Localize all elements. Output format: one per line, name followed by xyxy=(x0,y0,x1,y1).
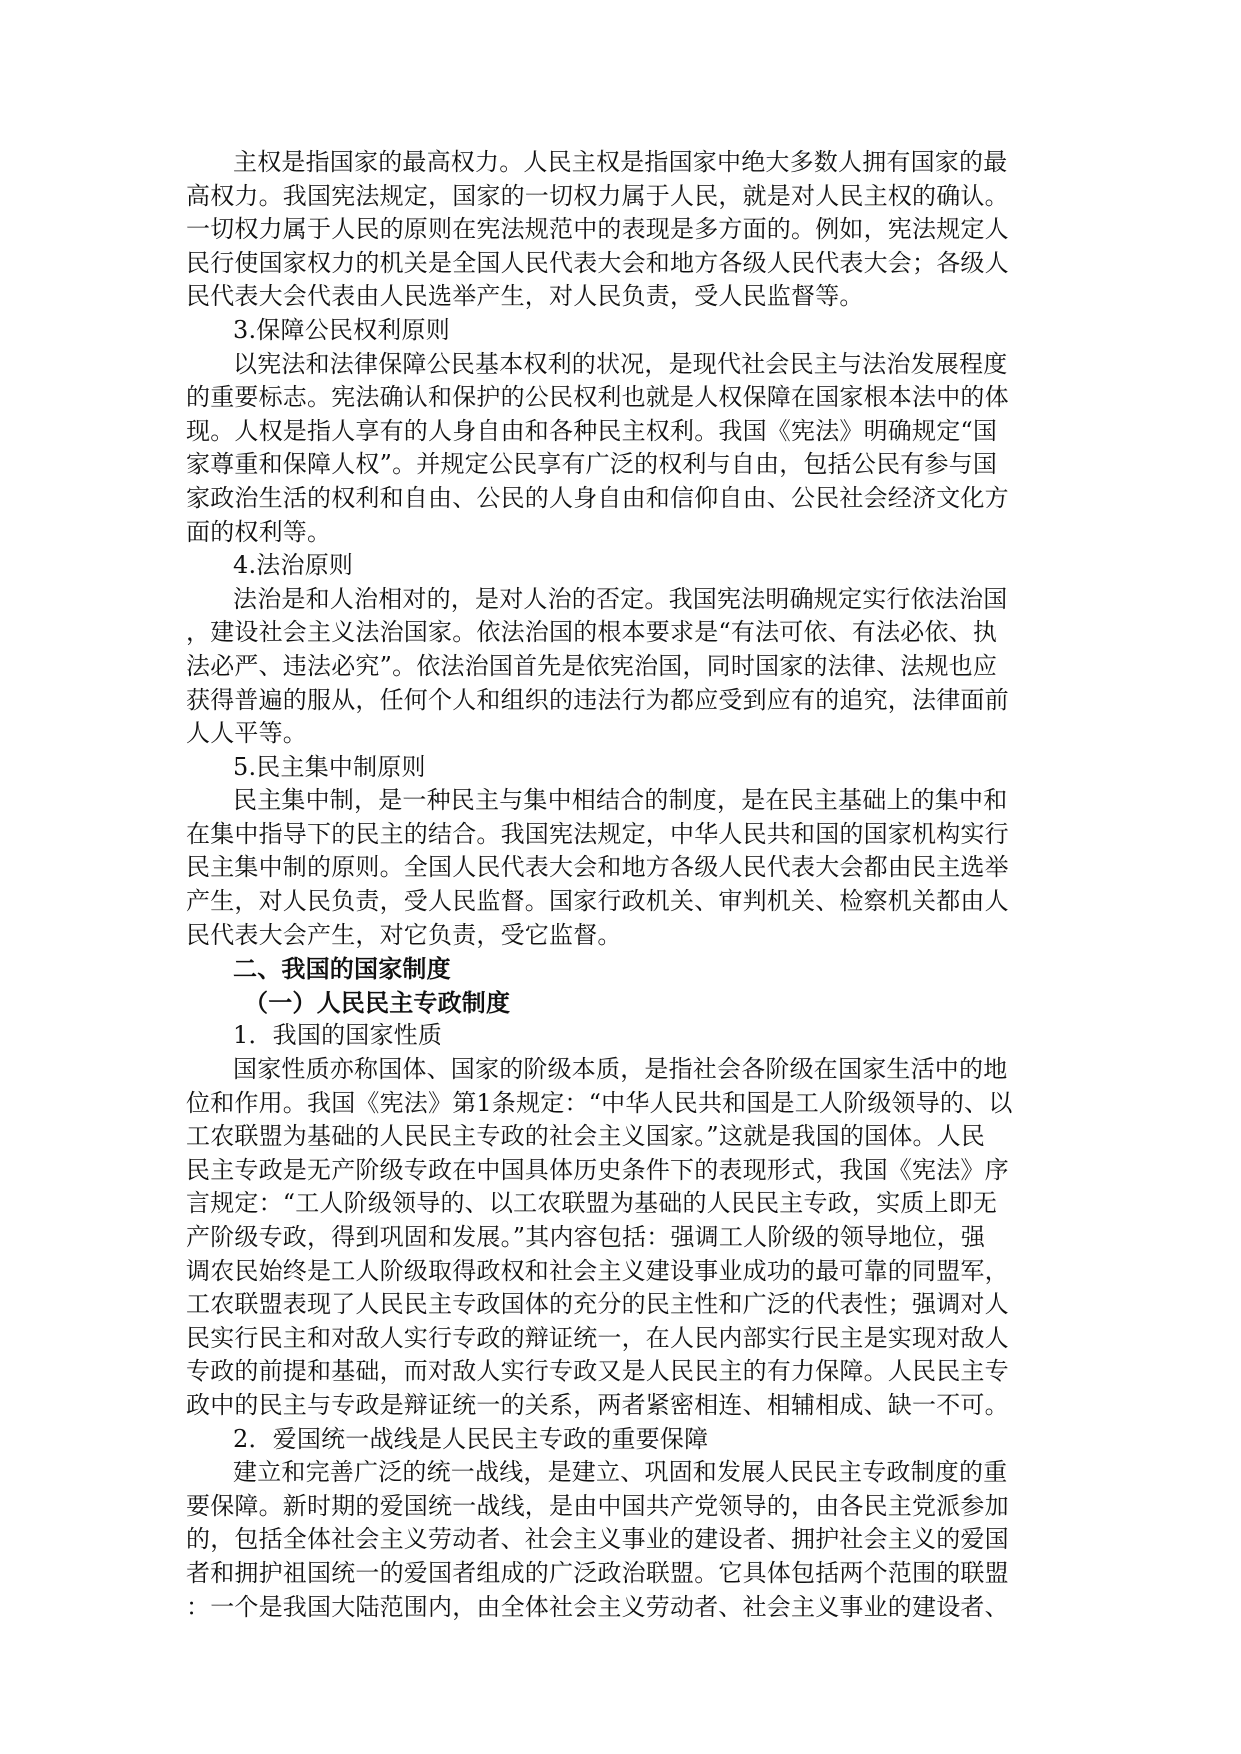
text-line: 3.保障公民权利原则 xyxy=(233,315,450,344)
text-line: 获得普遍的服从，任何个人和组织的违法行为都应受到应有的追究，法律面前 xyxy=(186,685,1009,714)
text-line: 家政治生活的权利和自由、公民的人身自由和信仰自由、公民社会经济文化方 xyxy=(186,483,1009,512)
text-line: 专政的前提和基础，而对敌人实行专政又是人民民主的有力保障。人民民主专 xyxy=(186,1357,1009,1386)
text-line: 民代表大会代表由人民选举产生，对人民负责，受人民监督等。 xyxy=(186,282,864,311)
text-line: 政中的民主与专政是辩证统一的关系，两者紧密相连、相辅相成、缺一不可。 xyxy=(186,1390,1009,1419)
text-line: 调农民始终是工人阶级取得政权和社会主义建设事业成功的最可靠的同盟军， xyxy=(186,1256,1009,1285)
text-line: 面的权利等。 xyxy=(186,517,332,546)
text-line: 人人平等。 xyxy=(186,719,307,748)
text-line: 法治是和人治相对的，是对人治的否定。我国宪法明确规定实行依法治国 xyxy=(233,584,1008,613)
text-line: 1．我国的国家性质 xyxy=(233,1021,443,1050)
text-line: 高权力。我国宪法规定，国家的一切权力属于人民，就是对人民主权的确认。 xyxy=(186,181,1009,210)
text-line: 一切权力属于人民的原则在宪法规范中的表现是多方面的。例如，宪法规定人 xyxy=(186,215,1009,244)
text-line: 工农联盟为基础的人民民主专政的社会主义国家。”这就是我国的国体。人民 xyxy=(186,1122,986,1151)
text-line: 产阶级专政，得到巩固和发展。”其内容包括：强调工人阶级的领导地位，强 xyxy=(186,1223,986,1251)
text-line: 要保障。新时期的爱国统一战线，是由中国共产党领导的，由各民主党派参加 xyxy=(186,1491,1009,1520)
text-line: 民主集中制，是一种民主与集中相结合的制度，是在民主基础上的集中和 xyxy=(233,786,1008,815)
text-line: ，建设社会主义法治国家。依法治国的根本要求是“有法可依、有法必依、执 xyxy=(186,618,998,647)
text-line: 法必严、违法必究”。依法治国首先是依宪治国，同时国家的法律、法规也应 xyxy=(186,651,998,680)
text-line: 家尊重和保障人权”。并规定公民享有广泛的权利与自由，包括公民有参与国 xyxy=(186,450,998,479)
text-line: 民主专政是无产阶级专政在中国具体历史条件下的表现形式，我国《宪法》序 xyxy=(186,1155,1009,1184)
section-heading: 二、我国的国家制度 xyxy=(233,954,451,984)
text-line: 民实行民主和对敌人实行专政的辩证统一，在人民内部实行民主是实现对敌人 xyxy=(186,1323,1009,1352)
text-line: 的重要标志。宪法确认和保护的公民权利也就是人权保障在国家根本法中的体 xyxy=(186,383,1009,412)
text-line: 5.民主集中制原则 xyxy=(233,752,426,781)
text-line: 国家性质亦称国体、国家的阶级本质，是指社会各阶级在国家生活中的地 xyxy=(233,1055,1008,1084)
text-line: 2．爱国统一战线是人民民主专政的重要保障 xyxy=(233,1424,709,1453)
text-line: 4.法治原则 xyxy=(233,551,354,580)
text-line: 以宪法和法律保障公民基本权利的状况，是现代社会民主与法治发展程度 xyxy=(233,349,1008,378)
text-line: 在集中指导下的民主的结合。我国宪法规定，中华人民共和国的国家机构实行 xyxy=(186,819,1009,848)
text-line: 民代表大会产生，对它负责，受它监督。 xyxy=(186,920,622,949)
text-line: 产生，对人民负责，受人民监督。国家行政机关、审判机关、检察机关都由人 xyxy=(186,887,1009,916)
text-line: 民主集中制的原则。全国人民代表大会和地方各级人民代表大会都由民主选举 xyxy=(186,853,1009,882)
subsection-heading: （一）人民民主专政制度 xyxy=(244,987,511,1017)
document-page xyxy=(186,146,1066,1624)
text-line: 工农联盟表现了人民民主专政国体的充分的民主性和广泛的代表性；强调对人 xyxy=(186,1290,1009,1319)
text-line: 言规定：“工人阶级领导的、以工农联盟为基础的人民民主专政，实质上即无 xyxy=(186,1189,998,1218)
text-line: 主权是指国家的最高权力。人民主权是指国家中绝大多数人拥有国家的最 xyxy=(233,148,1008,176)
text-line: 者和拥护祖国统一的爱国者组成的广泛政治联盟。它具体包括两个范围的联盟 xyxy=(186,1558,1009,1587)
text-line: 民行使国家权力的机关是全国人民代表大会和地方各级人民代表大会；各级人 xyxy=(186,248,1009,277)
text-line: 的，包括全体社会主义劳动者、社会主义事业的建设者、拥护社会主义的爱国 xyxy=(186,1525,1009,1554)
text-line: 建立和完善广泛的统一战线，是建立、巩固和发展人民民主专政制度的重 xyxy=(233,1458,1008,1487)
text-line: ：一个是我国大陆范围内，由全体社会主义劳动者、社会主义事业的建设者、 xyxy=(186,1592,1009,1621)
text-line: 位和作用。我国《宪法》第1条规定：“中华人民共和国是工人阶级领导的、以 xyxy=(186,1088,1013,1117)
text-line: 现。人权是指人享有的人身自由和各种民主权利。我国《宪法》明确规定“国 xyxy=(186,416,998,445)
